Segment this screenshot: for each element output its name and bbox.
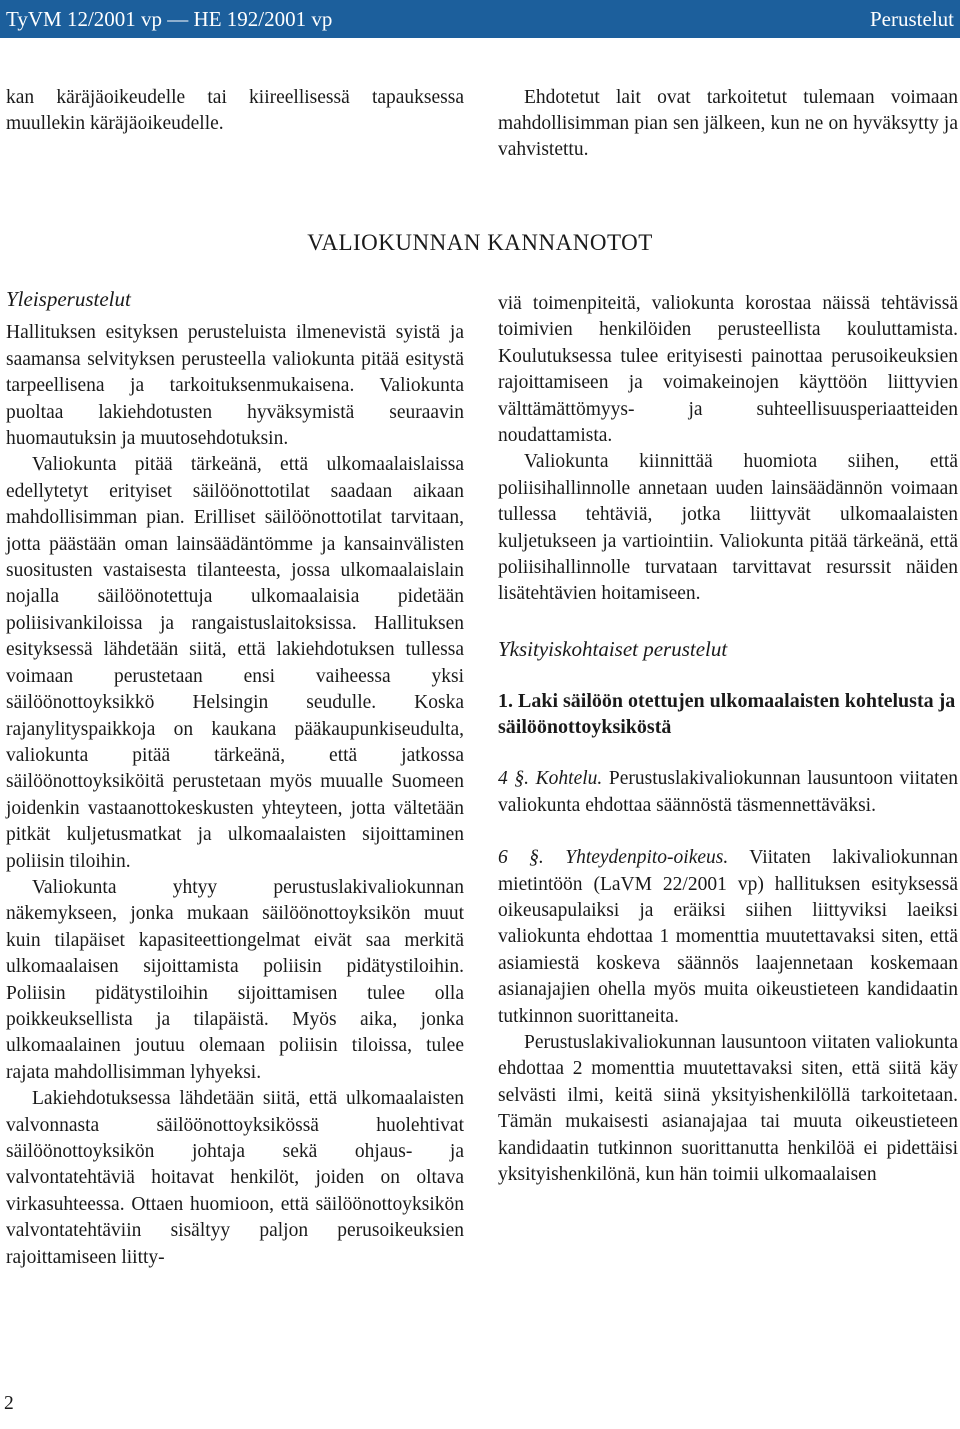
- header-section: Perustelut: [870, 7, 954, 31]
- paragraph: Lakiehdotuksessa lähdetään siitä, että ulkomaalaisten valvonnasta säilöönottoyksikössä huolehtivat säilöönottoyksikön johtaja sekä ohjaus- ja valvontatehtäviä hoitavat henkilöt, joiden on oltava virkasuhteessa. Ottaen huomioon, että säilöönottoyksikön valvontatehtäviin sisältyy paljon perusoikeuksien rajoittamiseen liitty-: [6, 1088, 464, 1268]
- paragraph: viä toimenpiteitä, valiokunta korostaa näissä tehtävissä toimivien henkilöiden perusteellista kouluttamista. Koulutuksessa tulee erityisesti painottaa perusoikeuksien rajoittamiseen ja voimakeinojen käyttöön liittyvien välttämättömyys- ja suhteellisuusperiaatteiden noudattamista.: [498, 293, 958, 447]
- top-right-text: [498, 85, 958, 163]
- top-left-text: [6, 85, 464, 137]
- section-4-label: 4 §. Kohtelu.: [498, 768, 603, 790]
- right-column: [498, 291, 958, 1188]
- law-heading: 1. Laki säilöön otettujen ulkomaalaisten kohtelusta ja säilöönottoyksiköstä: [498, 690, 956, 739]
- section-4-paragraph: [498, 766, 958, 819]
- left-column: [6, 286, 464, 1271]
- paragraph: Valiokunta kiinnittää huomiota siihen, että poliisihallinnolle annetaan uuden lainsäädännön voimaan tullessa tehtäviä, jotka liittyvät ulkomaalaisten kuljetukseen ja vartiointiin. Valiokunta pitää tärkeänä, että poliisihallinnolle turvataan tarvittavat resurssit näiden lisätehtävien hoitamiseen.: [498, 451, 958, 605]
- section-6-label: 6 §. Yhteydenpito-oikeus.: [498, 847, 729, 869]
- paragraph: Valiokunta yhtyy perustuslakivaliokunnan näkemykseen, jonka mukaan säilöönottoyksikön muut kuin tilapäiset kapasiteettiongelmat eivät saa merkitä ulkomaalaisen sijoittamista poliisin pidätystiloihin. Poliisin pidätystiloihin sijoittamisen tulee olla poikkeuksellista ja tilapäistä. Myös aika, jonka ulkomaalainen joutuu olemaan poliisin tiloissa, tulee rajata mahdollisimman lyhyeksi.: [6, 876, 464, 1083]
- section-6-text: Viitaten lakivaliokunnan mietintöön (LaVM 22/2001 vp) hallituksen esityksessä oikeusapulaiksi ja eräiksi siihen liittyviksi laeiksi valiokunta ehdottaa 1 momenttia muutettavaksi siten, että asiamiestä koskeva säännös laajennetaan koskemaan asianajajien ohella myös muita oikeustieteen kandidaatin tutkinnon suorittaneita.: [498, 847, 958, 1027]
- paragraph: kan käräjäoikeudelle tai kiireellisessä tapauksessa muullekin käräjäoikeudelle.: [6, 87, 464, 134]
- paragraph: Ehdotetut lait ovat tarkoitetut tulemaan voimaan mahdollisimman pian sen jälkeen, kun ne on hyväksytty ja vahvistettu.: [498, 87, 958, 160]
- subheading-general: Yleisperustelut: [6, 287, 131, 311]
- paragraph: Hallituksen esityksen perusteluista ilmenevistä syistä ja saamansa selvityksen perusteella valiokunta pitää esitystä tarpeellisena ja tarkoituksenmukaisena. Valiokunta puoltaa lakiehdotusten hyväksymistä seuraavin huomautuksin ja muutosehdotuksin.: [6, 322, 464, 450]
- page-number: 2: [4, 1393, 14, 1414]
- section-title: VALIOKUNNAN KANNANOTOT: [307, 230, 653, 255]
- paragraph: Valiokunta pitää tärkeänä, että ulkomaalaislaissa edellytetyt erityiset säilöönottotilat saadaan aikaan mahdollisimman pian. Erilliset säilöönottotilat tarvitaan, jotta päästään oman lainsäädäntömme ja kansainvälisten suositusten vastaisesta tilanteesta, jossa ulkomaalaislain nojalla säilöönotettuja ulkomaalaisia pidetään poliisivankiloissa ja rangaistuslaitoksissa. Hallituksen esityksessä lähdetään siitä, että lakiehdotuksen tullessa voimaan perustetaan ensi vaiheessa yksi säilöönottoyksikkö Helsingin seudulle. Koska rajanylityspaikkoja on kaukana pääkaupunkiseudulta, valiokunta pitää tärkeänä, että jatkossa säilöönottoyksiköitä perustetaan myös muualle Suomeen joidenkin vastaanottokeskusten yhteyteen, jotta vältetään pitkät kuljetusmatkat ja ulkomaalaisten sijoittaminen poliisin tiloihin.: [6, 454, 464, 872]
- header-document-id: TyVM 12/2001 vp — HE 192/2001 vp: [6, 7, 333, 31]
- section-6-paragraph: [498, 845, 958, 1030]
- subheading-detailed: Yksityiskohtaiset perustelut: [498, 636, 728, 661]
- paragraph: Perustuslakivaliokunnan lausuntoon viitaten valiokunta ehdottaa 2 momenttia muutettavaksi siten, että siitä käy selvästi ilmi, keitä siinä yksityishenkilöllä tarkoitetaan. Tämän mukaisesti asianajajaa tai muuta oikeustieteen kandidaatin tutkinnon suorittanutta henkilöä ei pidettäisi yksityishenkilönä, kun hän toimii ulkomaalaisen: [498, 1031, 958, 1185]
- section-4-text: Perustuslakivaliokunnan lausuntoon viitaten valiokunta ehdottaa säännöstä täsmennettäväksi.: [498, 768, 958, 816]
- page-header: [0, 0, 960, 38]
